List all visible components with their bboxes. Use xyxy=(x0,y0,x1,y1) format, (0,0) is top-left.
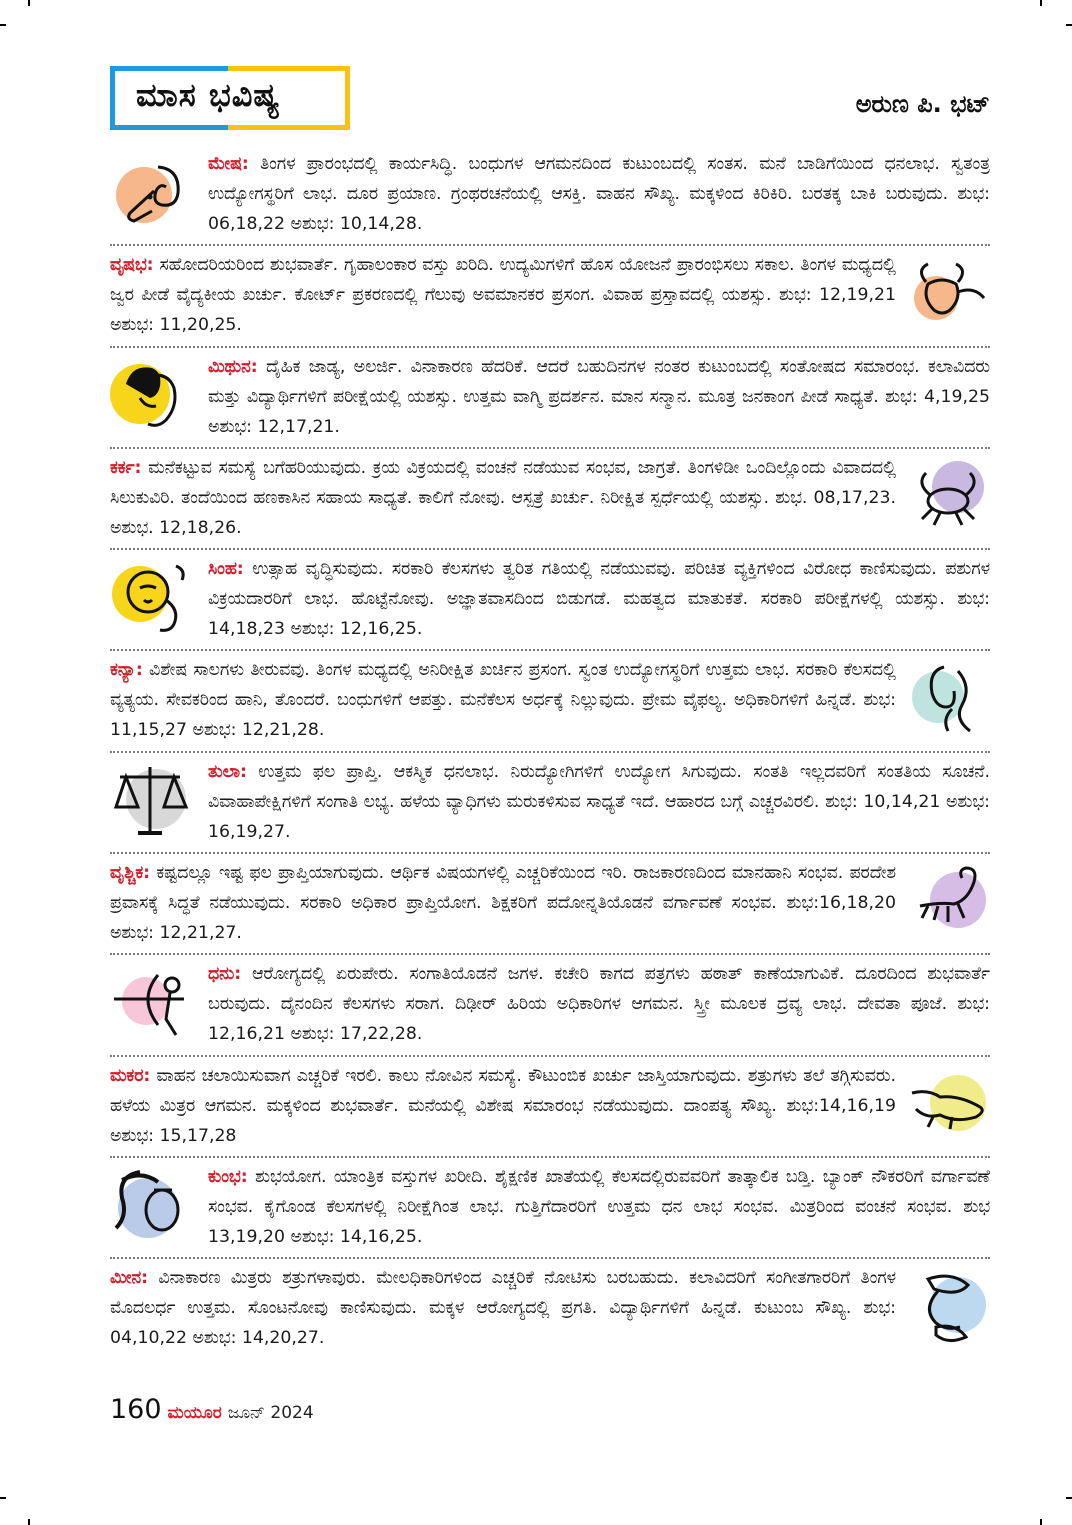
bull-icon xyxy=(908,252,990,334)
sign-name: ಮೇಷ: xyxy=(208,154,249,174)
prediction-text: ಆರೋಗ್ಯದಲ್ಲಿ ಏರುಪೇರು. ಸಂಗಾತಿಯೊಡನೆ ಜಗಳ. ಕಚೇರಿ ಕಾಗದ ಪತ್ರಗಳು ಹಠಾತ್ ಕಾಣೆಯಾಗುವಿಕೆ. ದೂರದಿಂದ ಶುಭವಾರ್ತೆ ಬರುವುದು. ದೈನಂದಿನ ಕೆಲಸಗಳು ಸರಾಗ. ದಿಢೀರ್ ಹಿರಿಯ ಅಧಿಕಾರಿಗಳ ಆಗಮನ. ಸ್ತ್ರೀ ಮೂಲಕ ದ್ರವ್ಯ ಲಾಭ. ದೇವತಾ ಪೂಜೆ. ಶುಭ: 12,16,21 ಅಶುಭ: 17,22,28. xyxy=(208,964,990,1045)
horoscope-text xyxy=(208,554,990,644)
prediction-text: ವಿನಾಕಾರಣ ಮಿತ್ರರು ಶತ್ರುಗಳಾವುರು. ಮೇಲಧಿಕಾರಿಗಳಿಂದ ಎಚ್ಚರಿಕೆ ನೋಟಿಸು ಬರಬಹುದು. ಕಲಾವಿದರಿಗೆ ಸಂಗೀತಗಾರರಿಗೆ ತಿಂಗಳ ಮೊದಲರ್ಧ ಉತ್ತಮ. ಸೊಂಟನೋವು ಕಾಣಿಸುವುದು. ಮಕ್ಕಳ ಆರೋಗ್ಯದಲ್ಲಿ ಪ್ರಗತಿ. ವಿದ್ಯಾರ್ಥಿಗಳಿಗೆ ಹಿನ್ನಡೆ. ಕುಟುಂಬ ಸೌಖ್ಯ. ಶುಭ: 04,10,22 ಅಶುಭ: 14,20,27. xyxy=(110,1268,896,1349)
horoscope-entry-dhanu xyxy=(110,955,990,1056)
page-number: 160 xyxy=(110,1394,162,1425)
crop-mark-right-bottom xyxy=(1066,1497,1072,1499)
crop-mark-right-top xyxy=(1066,24,1072,26)
prediction-text: ವಾಹನ ಚಲಾಯಿಸುವಾಗ ಎಚ್ಚರಿಕೆ ಇರಲಿ. ಕಾಲು ನೋವಿನ ಸಮಸ್ಯೆ. ಕೌಟುಂಬಿಕ ಖರ್ಚು ಜಾಸ್ತಿಯಾಗುವುದು. ಶತ್ರುಗಳು ತಲೆ ತಗ್ಗಿಸುವರು. ಹಳೆಯ ಮಿತ್ರರ ಆಗಮನ. ಮಕ್ಕಳಿಂದ ಶುಭವಾರ್ತೆ. ಮನೆಯಲ್ಲಿ ವಿಶೇಷ ಸಮಾರಂಭ ನಡೆಯುವುದು. ದಾಂಪತ್ಯ ಸೌಖ್ಯ. ಶುಭ:14,16,19 ಅಶುಭ: 15,17,28 xyxy=(110,1065,896,1146)
sign-name: ಮೀನ: xyxy=(110,1268,149,1289)
sign-name: ಕನ್ಯಾ: xyxy=(110,660,143,681)
horoscope-text xyxy=(110,655,896,745)
horoscope-text xyxy=(110,250,896,340)
sign-name: ವೃಷಭ: xyxy=(110,255,154,276)
crop-mark-left-top xyxy=(0,24,6,26)
horoscope-text xyxy=(208,352,990,442)
twins-icon xyxy=(110,354,192,436)
prediction-text: ತಿಂಗಳ ಪ್ರಾರಂಭದಲ್ಲಿ ಕಾರ್ಯಸಿದ್ಧಿ. ಬಂಧುಗಳ ಆಗಮನದಿಂದ ಕುಟುಂಬದಲ್ಲಿ ಸಂತಸ. ಮನೆ ಬಾಡಿಗೆಯಿಂದ ಧನಲಾಭ. ಸ್ವತಂತ್ರ ಉದ್ಯೋಗಸ್ಥರಿಗೆ ಲಾಭ. ದೂರ ಪ್ರಯಾಣ. ಗ್ರಂಥರಚನೆಯಲ್ಲಿ ಆಸಕ್ತಿ. ವಾಹನ ಸೌಖ್ಯ. ಮಕ್ಕಳಿಂದ ಕಿರಿಕಿರಿ. ಬರತಕ್ಕ ಬಾಕಿ ಬರುವುದು. ಶುಭ: 06,18,22 ಅಶುಭ: 10,14,28. xyxy=(208,154,991,234)
maiden-icon xyxy=(908,657,990,739)
horoscope-entry-vrishchika xyxy=(110,854,990,955)
crocodile-icon xyxy=(908,1063,990,1145)
archer-icon xyxy=(110,961,192,1043)
sign-name: ಮಿಥುನ: xyxy=(208,356,258,377)
prediction-text: ಕಷ್ಟದಲ್ಲೂ ಇಷ್ಟ ಫಲ ಪ್ರಾಪ್ತಿಯಾಗುವುದು. ಆರ್ಥಿಕ ವಿಷಯಗಳಲ್ಲಿ ಎಚ್ಚರಿಕೆಯಿಂದ ಇರಿ. ರಾಜಕಾರಣದಿಂದ ಮಾನಹಾನಿ ಸಂಭವ. ಪರದೇಶ ಪ್ರವಾಸಕ್ಕೆ ಸಿದ್ಧತೆ ನಡೆಯುವುದು. ಸರಕಾರಿ ಅಧಿಕಾರ ಪ್ರಾಪ್ತಿಯೋಗ. ಶಿಕ್ಷಕರಿಗೆ ಪದೋನ್ನತಿಯೊಡನೆ ವರ್ಗಾವಣೆ ಸಂಭವ. ಶುಭ:16,18,20 ಅಶುಭ: 12,21,27. xyxy=(110,863,897,944)
horoscope-entry-mesha xyxy=(110,145,990,246)
sign-name: ಸಿಂಹ: xyxy=(208,559,244,580)
horoscope-text xyxy=(110,453,896,543)
prediction-text: ಉತ್ತಮ ಫಲ ಪ್ರಾಪ್ತಿ. ಆಕಸ್ಮಿಕ ಧನಲಾಭ. ನಿರುದ್ಯೋಗಿಗಳಿಗೆ ಉದ್ಯೋಗ ಸಿಗುವುದು. ಸಂತತಿ ಇಲ್ಲದವರಿಗೆ ಸಂತತಿಯ ಸೂಚನೆ. ವಿವಾಹಾಪೇಕ್ಷಿಗಳಿಗೆ ಸಂಗಾತಿ ಲಭ್ಯ. ಹಳೆಯ ವ್ಯಾಧಿಗಳು ಮರುಕಳಿಸುವ ಸಾಧ್ಯತೆ ಇದೆ. ಆಹಾರದ ಬಗ್ಗೆ ಎಚ್ಚರವಿರಲಿ. ಶುಭ: 10,14,21 ಅಶುಭ: 16,19,27. xyxy=(208,761,990,842)
author-name: ಅರುಣ ಪಿ. ಭಟ್ xyxy=(855,90,990,118)
title-box xyxy=(110,66,350,130)
water-pot-icon xyxy=(110,1164,192,1246)
ram-icon xyxy=(110,151,192,233)
sign-name: ಕುಂಭ: xyxy=(208,1166,248,1187)
prediction-text: ಉತ್ಸಾಹ ವೃದ್ಧಿಸುವುದು. ಸರಕಾರಿ ಕೆಲಸಗಳು ತ್ವರಿತ ಗತಿಯಲ್ಲಿ ನಡೆಯುವವು. ಪರಿಚಿತ ವ್ಯಕ್ತಿಗಳಿಂದ ವಿರೋಧ ಕಾಣಿಸುವುದು. ಪಶುಗಳ ವಿಕ್ರಯದಾರರಿಗೆ ಲಾಭ. ಹೊಟ್ಟೆನೋವು. ಅಜ್ಞಾತವಾಸದಿಂದ ಬಿಡುಗಡೆ. ಮಹತ್ವದ ಮಾತುಕತೆ. ಸರಕಾರಿ ಪರೀಕ್ಷೆಗಳಲ್ಲಿ ಯಶಸ್ಸು. ಶುಭ: 14,18,23 ಅಶುಭ: 12,16,25. xyxy=(208,559,990,640)
horoscope-list xyxy=(110,145,990,1361)
horoscope-text xyxy=(208,757,990,847)
scales-icon xyxy=(110,759,192,841)
horoscope-entry-simha xyxy=(110,550,990,651)
horoscope-text xyxy=(110,858,896,948)
horoscope-entry-mithuna xyxy=(110,348,990,449)
horoscope-text xyxy=(110,1061,896,1151)
page-header xyxy=(110,66,990,130)
horoscope-entry-karka xyxy=(110,449,990,550)
crop-mark-left-bottom xyxy=(0,1497,6,1499)
magazine-logo: ಮಯೂರ xyxy=(167,1403,222,1423)
horoscope-entry-tula xyxy=(110,753,990,854)
prediction-text: ಮನೆಕಟ್ಟುವ ಸಮಸ್ಯೆ ಬಗೆಹರಿಯುವುದು. ಕ್ರಯ ವಿಕ್ರಯದಲ್ಲಿ ವಂಚನೆ ನಡೆಯುವ ಸಂಭವ, ಜಾಗ್ರತೆ. ತಿಂಗಳಿಡೀ ಒಂದಿಲ್ಲೊಂದು ವಿವಾದದಲ್ಲಿ ಸಿಲುಕುವಿರಿ. ತಂದೆಯಿಂದ ಹಣಕಾಸಿನ ಸಹಾಯ ಸಾಧ್ಯತೆ. ಕಾಲಿಗೆ ನೋವು. ಆಸ್ಪತ್ರೆ ಖರ್ಚು. ನಿರೀಕ್ಷಿತ ಸ್ಪರ್ಧೆಯಲ್ಲಿ ಯಶಸ್ಸು. ಶುಭ. 08,17,23. ಅಶುಭ. 12,18,26. xyxy=(110,457,897,538)
horoscope-entry-kanya xyxy=(110,651,990,752)
crop-mark-top-right xyxy=(1040,0,1042,6)
scorpion-icon xyxy=(908,860,990,942)
sign-name: ಧನು: xyxy=(208,964,242,985)
page-footer xyxy=(110,1394,314,1424)
horoscope-text xyxy=(208,149,990,239)
crop-mark-top-left xyxy=(28,0,30,6)
sign-name: ಮಕರ: xyxy=(110,1065,151,1086)
horoscope-text xyxy=(208,1162,990,1252)
sign-name: ಕರ್ಕ: xyxy=(110,457,142,478)
issue-date: ಜೂನ್ 2024 xyxy=(227,1403,314,1423)
prediction-text: ಸಹೋದರಿಯರಿಂದ ಶುಭವಾರ್ತೆ. ಗೃಹಾಲಂಕಾರ ವಸ್ತು ಖರಿದಿ. ಉದ್ಯಮಿಗಳಿಗೆ ಹೊಸ ಯೋಜನೆ ಪ್ರಾರಂಭಿಸಲು ಸಕಾಲ. ತಿಂಗಳ ಮಧ್ಯದಲ್ಲಿ ಜ್ವರ ಪೀಡೆ ವೈದ್ಯಕೀಯ ಖರ್ಚು. ಕೋರ್ಟ್ ಪ್ರಕರಣದಲ್ಲಿ ಗೆಲುವು ಅವಮಾನಕರ ಪ್ರಸಂಗ. ವಿವಾಹ ಪ್ರಸ್ತಾವದಲ್ಲಿ ಯಶಸ್ಸು. ಶುಭ: 12,19,21 ಅಶುಭ: 11,20,25. xyxy=(110,255,896,336)
horoscope-entry-kumbha xyxy=(110,1158,990,1259)
horoscope-entry-makara xyxy=(110,1057,990,1158)
horoscope-entry-vrishabha xyxy=(110,246,990,347)
sign-name: ತುಲಾ: xyxy=(208,761,247,782)
crab-icon xyxy=(908,455,990,537)
sign-name: ವೃಶ್ಚಿಕ: xyxy=(110,863,151,884)
prediction-text: ಶುಭಯೋಗ. ಯಾಂತ್ರಿಕ ವಸ್ತುಗಳ ಖರೀದಿ. ಶೈಕ್ಷಣಿಕ ಖಾತೆಯಲ್ಲಿ ಕೆಲಸದಲ್ಲಿರುವವರಿಗೆ ತಾತ್ಕಾಲಿಕ ಬಡ್ತಿ. ಬ್ಯಾಂಕ್ ನೌಕರರಿಗೆ ವರ್ಗಾವಣೆ ಸಂಭವ. ಕೈಗೊಂಡ ಕೆಲಸಗಳಲ್ಲಿ ನಿರೀಕ್ಷೆಗಿಂತ ಲಾಭ. ಗುತ್ತಿಗೆದಾರರಿಗೆ ಉತ್ತಮ ಧನ ಲಾಭ ಸಂಭವ. ಮಿತ್ರರಿಂದ ವಂಚನೆ ಸಂಭವ. ಶುಭ 13,19,20 ಅಶುಭ: 14,16,25. xyxy=(208,1166,990,1247)
fish-icon xyxy=(908,1265,990,1347)
horoscope-text xyxy=(208,959,990,1049)
horoscope-text xyxy=(110,1263,896,1353)
page-title: ಮಾಸ ಭವಿಷ್ಯ xyxy=(136,76,281,114)
crop-mark-bottom-left xyxy=(28,1519,30,1525)
horoscope-entry-meena xyxy=(110,1259,990,1360)
crop-mark-bottom-right xyxy=(1040,1519,1042,1525)
lion-icon xyxy=(110,556,192,638)
prediction-text: ವಿಶೇಷ ಸಾಲಗಳು ತೀರುವವು. ತಿಂಗಳ ಮಧ್ಯದಲ್ಲಿ ಅನಿರೀಕ್ಷಿತ ಖರ್ಚಿನ ಪ್ರಸಂಗ. ಸ್ವಂತ ಉದ್ಯೋಗಸ್ಥರಿಗೆ ಉತ್ತಮ ಲಾಭ. ಸರಕಾರಿ ಕೆಲಸದಲ್ಲಿ ವ್ಯತ್ಯಯ. ಸೇವಕರಿಂದ ಹಾನಿ, ತೊಂದರೆ. ಬಂಧುಗಳಿಗೆ ಆಪತ್ತು. ಮನೆಕೆಲಸ ಅರ್ಧಕ್ಕೆ ನಿಲ್ಲುವುದು. ಪ್ರೇಮ ವೈಫಲ್ಯ. ಅಧಿಕಾರಿಗಳಿಗೆ ಹಿನ್ನಡೆ. ಶುಭ: 11,15,27 ಅಶುಭ: 12,21,28. xyxy=(110,660,896,741)
prediction-text: ದೈಹಿಕ ಜಾಡ್ಯ, ಅಲರ್ಜಿ. ವಿನಾಕಾರಣ ಹೆದರಿಕೆ. ಆದರೆ ಬಹುದಿನಗಳ ನಂತರ ಕುಟುಂಬದಲ್ಲಿ ಸಂತೋಷದ ಸಮಾರಂಭ. ಕಲಾವಿದರು ಮತ್ತು ವಿದ್ಯಾರ್ಥಿಗಳಿಗೆ ಪರೀಕ್ಷೆಯಲ್ಲಿ ಯಶಸ್ಸು. ಉತ್ತಮ ವಾಗ್ಮಿ ಪ್ರದರ್ಶನ. ಮಾನ ಸನ್ಮಾನ. ಮೂತ್ರ ಜನಕಾಂಗ ಪೀಡೆ ಸಾಧ್ಯತೆ. ಶುಭ: 4,19,25 ಅಶುಭ: 12,17,21. xyxy=(208,356,990,437)
